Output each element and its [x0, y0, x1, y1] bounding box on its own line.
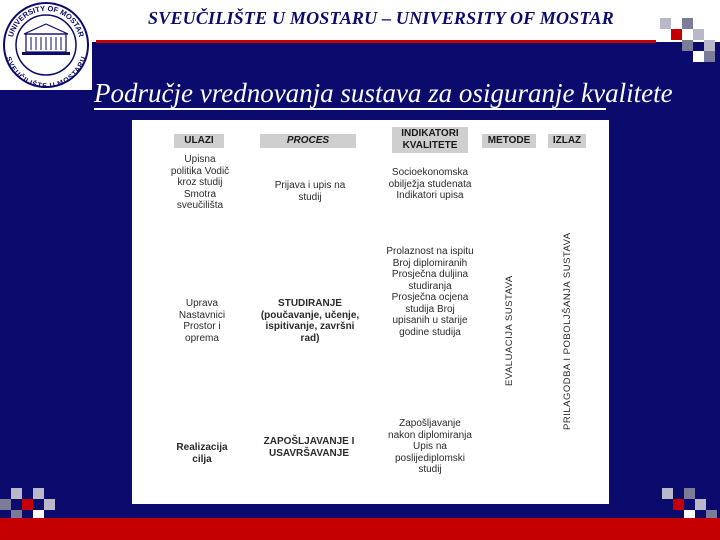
quality-evaluation-table: [132, 120, 609, 504]
slide-title: Područje vrednovanja sustava za osiguranje kvalitete: [94, 78, 673, 108]
university-title: SVEUČILIŠTE U MOSTARU – UNIVERSITY OF MOSTAR: [148, 8, 614, 28]
header-ulazi: ULAZI: [174, 134, 224, 148]
row1-indikatori: Socioekonomska obilježja studenata Indikatori upisa: [388, 167, 472, 201]
header-divider: [96, 40, 656, 43]
logo-bottom-text: SVEUČILIŠTE U MOSTARU: [4, 55, 88, 90]
header-metode: METODE: [482, 134, 536, 148]
row3-indikatori: Zapošljavanje nakon diplomiranja Upis na poslijediplomski studij: [388, 418, 472, 475]
top-right-decoration: [660, 18, 720, 66]
header-izlaz: IZLAZ: [548, 134, 586, 148]
row3-ulazi: Realizacija cilja: [176, 442, 228, 465]
izlaz-vertical-label: PRILAGODBA I POBOLJŠANJA SUSTAVA: [562, 232, 573, 430]
row1-ulazi: Upisna politika Vodič kroz studij Smotra sveučilišta: [170, 154, 230, 211]
row2-proces: STUDIRANJE (poučavanje, učenje, ispitivanje, završni rad): [260, 298, 360, 344]
row2-indikatori: Prolaznost na ispitu Broj diplomiranih Prosječna duljina studiranja Prosječna ocjena studija Broj upisanih u starije godine studija: [386, 246, 474, 338]
university-logo: [0, 0, 92, 90]
row3-proces: ZAPOŠLJAVANJE I USAVRŠAVANJE: [263, 436, 355, 459]
row1-proces: Prijava i upis na studij: [274, 180, 346, 203]
logo-top-text: UNIVERSITY OF MOSTAR: [6, 3, 86, 39]
metode-vertical-label: EVALUACIJA SUSTAVA: [504, 275, 515, 386]
row2-ulazi: Uprava Nastavnici Prostor i oprema: [178, 298, 226, 344]
seal-icon: [0, 0, 92, 90]
header-indikatori: INDIKATORI KVALITETE: [392, 127, 468, 153]
footer-band: [0, 518, 720, 540]
title-underline: [94, 108, 606, 110]
header-proces: PROCES: [260, 134, 356, 148]
